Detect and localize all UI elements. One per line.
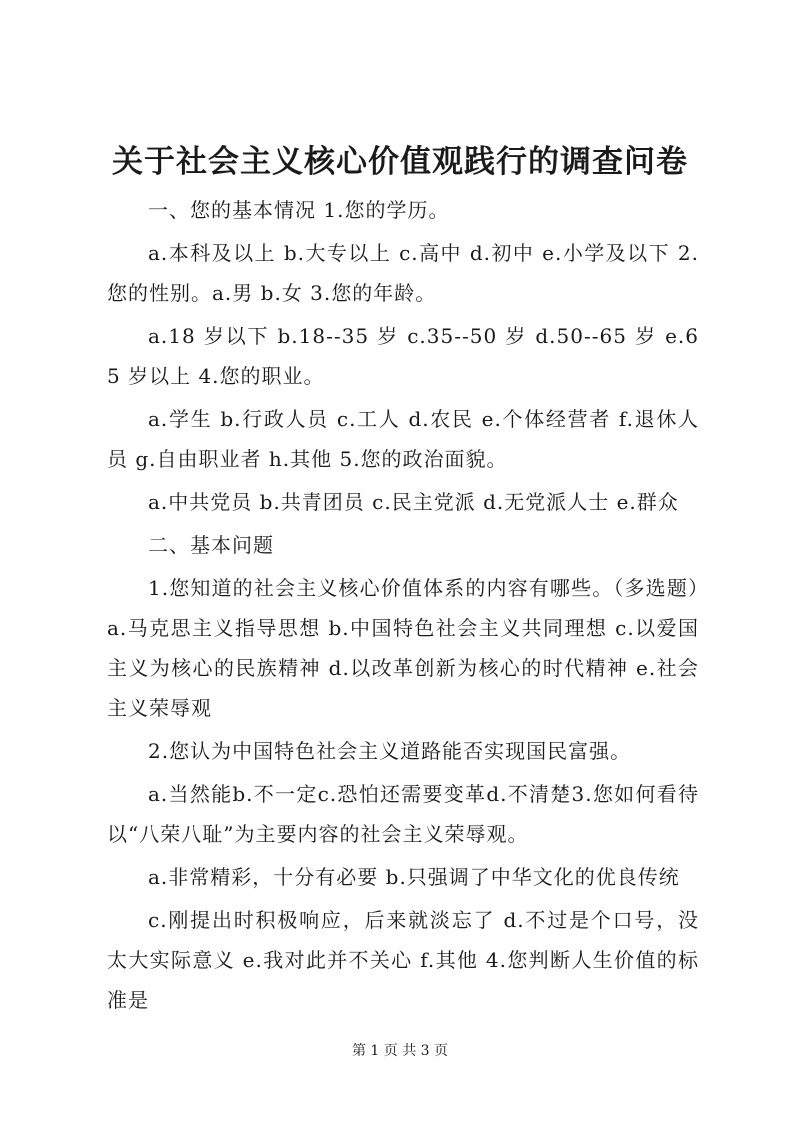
paragraph: a.中共党员 b.共青团员 c.民主党派 d.无党派人士 e.群众 bbox=[148, 490, 679, 514]
paragraph: a.非常精彩，十分有必要 b.只强调了中华文化的优良传统 bbox=[148, 865, 680, 889]
paragraph: a.本科及以上 b.大专以上 c.高中 d.初中 e.小学及以下 2.您的性别。a.男 b.女 3.您的年龄。 bbox=[107, 241, 699, 305]
paragraph: a.18 岁以下 b.18--35 岁 c.35--50 岁 d.50--65 岁 e.65 岁以上 4.您的职业。 bbox=[107, 324, 699, 388]
paragraph: 2.您认为中国特色社会主义道路能否实现国民富强。 bbox=[148, 739, 632, 763]
paragraph: a.当然能b.不一定c.恐怕还需要变革d.不清楚3.您如何看待以“八荣八耻”为主要内容的社会主义荣辱观。 bbox=[107, 782, 699, 846]
section-heading: 二、基本问题 bbox=[148, 533, 274, 557]
document-body bbox=[107, 190, 699, 1023]
page-footer: 第 1 页 共 3 页 bbox=[351, 1043, 449, 1059]
paragraph: 1.您知道的社会主义核心价值体系的内容有哪些。（多选题）a.马克思主义指导思想 b.中国特色社会主义共同理想 c.以爱国主义为核心的民族精神 d.以改革创新为核心的时代精神 e.社会主义荣辱观 bbox=[107, 576, 699, 720]
paragraph: c.刚提出时积极响应，后来就淡忘了 d.不过是个口号，没太大实际意义 e.我对此并不关心 f.其他 4.您判断人生价值的标准是 bbox=[107, 908, 699, 1012]
paragraph: 一、您的基本情况 1.您的学历。 bbox=[148, 198, 450, 222]
paragraph: a.学生 b.行政人员 c.工人 d.农民 e.个体经营者 f.退休人员 g.自由职业者 h.其他 5.您的政治面貌。 bbox=[107, 407, 699, 471]
document-title: 关于社会主义核心价值观践行的调查问卷 bbox=[112, 144, 688, 180]
